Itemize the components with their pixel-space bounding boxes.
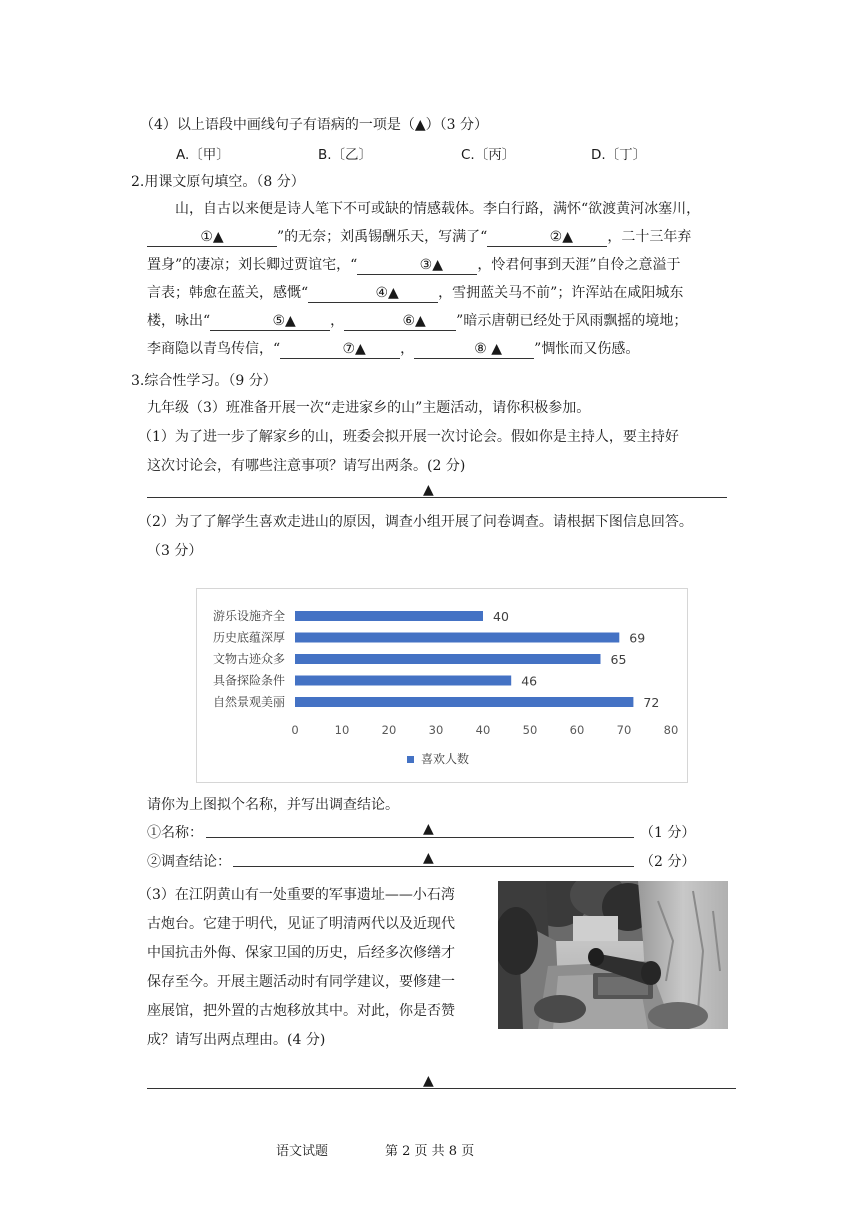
option-d: D.〔丁〕 — [591, 147, 647, 163]
question-3-intro: 九年级（3）班准备开展一次“走进家乡的山”主题活动，请你积极参加。 — [147, 400, 591, 416]
sub1-line1: （1）为了进一步了解家乡的山，班委会拟开展一次讨论会。假如你是主持人，要主持好 — [138, 429, 679, 445]
passage-text: ”惆怅而又伤感。 — [534, 341, 640, 357]
passage-text: ”暗示唐朝已经处于风雨飘摇的境地； — [456, 313, 688, 329]
passage-text: 言表；韩愈在蓝关，感慨“ — [147, 285, 309, 301]
data-label: 65 — [610, 652, 627, 667]
name-label: ①名称： — [147, 825, 203, 841]
name-answer-line[interactable] — [206, 837, 634, 838]
question-3-title: 3.综合性学习。（9 分） — [131, 373, 277, 389]
x-tick-label: 60 — [569, 723, 585, 737]
footer-page-number: 第 2 页 共 8 页 — [385, 1144, 475, 1159]
question-2-title: 2.用课文原句填空。（8 分） — [131, 174, 305, 190]
blank-6: ⑥▲ — [344, 313, 456, 331]
question-4-text: （4）以上语段中画线句子有语病的一项是（▲）（3 分） — [140, 117, 489, 133]
x-tick-label: 40 — [475, 723, 491, 737]
data-label: 72 — [643, 695, 660, 710]
cannon-photo — [498, 881, 728, 1029]
passage-text: ，雪拥蓝关马不前”；许浑站在咸阳城东 — [438, 285, 684, 301]
sub3-line-4: 保存至今。开展主题活动时有同学建议，要修建一 — [147, 974, 455, 990]
sub3-line-2: 古炮台。它建于明代，见证了明清两代以及近现代 — [147, 916, 455, 932]
sub2-line2: （3 分） — [147, 543, 203, 559]
passage-text: 山，自古以来便是诗人笔下不可或缺的情感载体。李白行路，满怀“欲渡黄河冰塞川， — [175, 201, 701, 217]
score-label: （1 分） — [640, 825, 696, 841]
conclusion-answer-line[interactable] — [233, 866, 634, 867]
x-tick-label: 70 — [616, 723, 632, 737]
sub3-line-6: 成？请写出两点理由。(4 分) — [147, 1032, 326, 1048]
passage-text: 楼，咏出“ — [147, 313, 211, 329]
bar — [295, 611, 483, 621]
bar-chart-svg — [197, 589, 687, 782]
option-a: A.〔甲〕 — [176, 147, 230, 163]
passage-text: ，二十三年弃 — [607, 229, 692, 245]
x-tick-label: 80 — [663, 723, 679, 737]
conclusion-label: ②调查结论： — [147, 854, 231, 870]
passage-text: 李商隐以青鸟传信，“ — [147, 341, 281, 357]
x-tick-label: 10 — [334, 723, 350, 737]
sub2-line1: （2）为了了解学生喜欢走进山的原因，调查小组开展了问卷调查。请根据下图信息回答。 — [138, 514, 693, 530]
x-tick-label: 0 — [291, 723, 299, 737]
cannon-illustration — [498, 881, 728, 1029]
blank-4: ④▲ — [308, 285, 438, 303]
answer-line[interactable] — [147, 1088, 736, 1089]
x-tick-label: 50 — [522, 723, 538, 737]
blank-3: ③▲ — [357, 257, 477, 275]
legend-swatch — [407, 756, 414, 763]
blank-7: ⑦▲ — [280, 341, 400, 359]
fill-in-passage — [147, 195, 737, 363]
footer-subject: 语文试题 — [276, 1144, 329, 1159]
legend-label: 喜欢人数 — [421, 752, 470, 766]
sub3-line-5: 座展馆，把外置的古炮移放其中。对此，你是否赞 — [147, 1003, 455, 1019]
answer-mark: ▲ — [423, 850, 434, 866]
blank-5: ⑤▲ — [210, 313, 330, 331]
option-b: B.〔乙〕 — [318, 147, 373, 163]
bar — [295, 633, 619, 643]
data-label: 69 — [629, 630, 646, 646]
x-tick-label: 20 — [381, 723, 397, 737]
passage-text: 置身”的凄凉；刘长卿过贾谊宅，“ — [147, 257, 358, 273]
sub2-prompt: 请你为上图拟个名称，并写出调查结论。 — [147, 797, 399, 813]
blank-2: ②▲ — [487, 229, 607, 247]
blank-8: ⑧ ▲ — [414, 341, 534, 359]
answer-mark: ▲ — [423, 482, 434, 498]
data-label: 46 — [521, 673, 538, 689]
blank-1: ①▲ — [147, 229, 277, 247]
sub3-line-1: （3）在江阴黄山有一处重要的军事遗址——小石湾 — [138, 887, 455, 903]
passage-text: ，怜君何事到天涯”自伶之意溢于 — [477, 257, 681, 273]
category-label: 具备探险条件 — [212, 673, 285, 688]
sub3-line-3: 中国抗击外侮、保家卫国的历史，后经多次修缮才 — [147, 945, 455, 961]
passage-text: ， — [330, 313, 345, 329]
category-label: 游乐设施齐全 — [212, 609, 285, 623]
x-tick-label: 30 — [428, 723, 444, 737]
answer-line[interactable] — [147, 497, 727, 498]
answer-mark: ▲ — [423, 1073, 434, 1089]
score-label: （2 分） — [640, 854, 696, 870]
bar — [295, 654, 601, 664]
category-label: 文物古迹众多 — [212, 652, 285, 666]
category-label: 自然景观美丽 — [212, 695, 285, 709]
data-label: 40 — [493, 609, 509, 624]
bar — [295, 676, 511, 686]
sub1-line2: 这次讨论会，有哪些注意事项？请写出两条。(2 分) — [147, 458, 466, 474]
option-c: C.〔丙〕 — [461, 147, 516, 163]
passage-text: ”的无奈；刘禹锡酬乐天，写满了“ — [277, 229, 488, 245]
answer-mark: ▲ — [423, 821, 434, 837]
bar-chart — [196, 588, 688, 783]
category-label: 历史底蕴深厚 — [212, 630, 285, 645]
passage-text: ， — [400, 341, 415, 357]
bar — [295, 697, 633, 707]
